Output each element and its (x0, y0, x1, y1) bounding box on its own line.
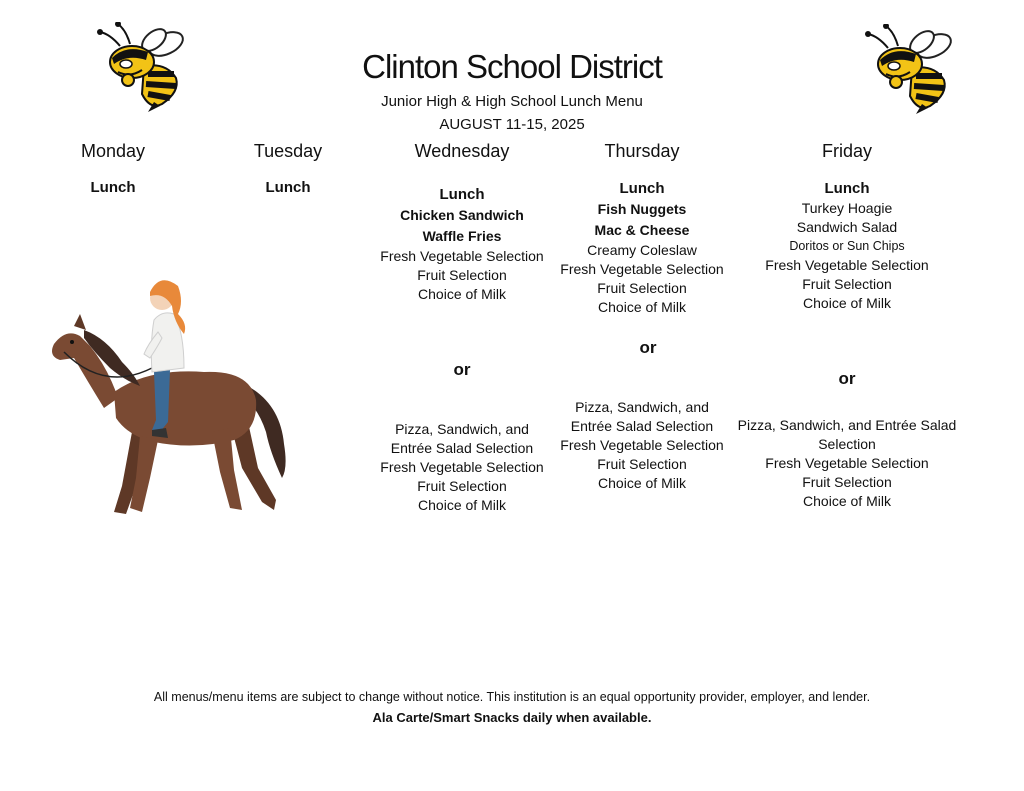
menu-item: Pizza, Sandwich, and Entrée Salad (737, 417, 957, 433)
menu-item: Turkey Hoagie (801, 200, 893, 216)
menu-item: Fresh Vegetable Selection (560, 437, 724, 453)
menu-item: Fresh Vegetable Selection (560, 261, 724, 277)
menu-item: Fruit Selection (597, 280, 687, 296)
thursday-menu (552, 179, 732, 317)
menu-item: Choice of Milk (598, 299, 686, 315)
menu-item: Creamy Coleslaw (587, 242, 697, 258)
day-header-wednesday: Wednesday (414, 141, 510, 161)
friday-alt-menu (727, 416, 967, 511)
menu-item: Selection (818, 436, 876, 452)
menu-item: Fresh Vegetable Selection (380, 459, 544, 475)
page-title: Clinton School District (362, 48, 662, 85)
day-header-monday: Monday (80, 141, 146, 161)
menu-item: Waffle Fries (422, 228, 502, 244)
menu-item: Sandwich Salad (796, 219, 898, 235)
menu-item: Choice of Milk (418, 497, 506, 513)
menu-item: Choice of Milk (598, 475, 686, 491)
menu-item: Choice of Milk (803, 493, 891, 509)
menu-item: Pizza, Sandwich, and (395, 421, 529, 437)
menu-item: Fruit Selection (802, 276, 892, 292)
footer-notice: All menus/menu items are subject to change without notice. This institution is an equal opportunity provider, employer, and lender. (153, 690, 871, 704)
wednesday-menu (372, 185, 552, 304)
day-header-friday: Friday (821, 141, 872, 161)
menu-item: Fruit Selection (417, 478, 507, 494)
day-header-tuesday: Tuesday (253, 141, 323, 161)
monday-lunch-label: Lunch (90, 179, 136, 196)
day-header-thursday: Thursday (604, 141, 680, 161)
menu-item: Choice of Milk (803, 295, 891, 311)
menu-item: Mac & Cheese (594, 222, 690, 238)
menu-dates: AUGUST 11-15, 2025 (439, 116, 585, 133)
bee-mascot-left-icon (96, 22, 192, 114)
menu-subtitle: Junior High & High School Lunch Menu (381, 93, 643, 110)
wednesday-lunch-label: Lunch (439, 186, 485, 203)
tuesday-lunch-label: Lunch (265, 179, 311, 196)
menu-item: Fresh Vegetable Selection (765, 257, 929, 273)
bee-mascot-right-icon (864, 24, 960, 116)
menu-item: Doritos or Sun Chips (789, 239, 905, 253)
menu-item: Fresh Vegetable Selection (765, 455, 929, 471)
menu-item: Fruit Selection (417, 267, 507, 283)
footer-snacks: Ala Carte/Smart Snacks daily when available. (372, 710, 652, 725)
menu-item: Pizza, Sandwich, and (575, 399, 709, 415)
menu-item: Entrée Salad Selection (390, 440, 534, 456)
menu-item: Chicken Sandwich (400, 207, 524, 223)
menu-item: Fish Nuggets (597, 201, 687, 217)
friday-menu (747, 179, 947, 313)
friday-or: or (838, 369, 856, 388)
wednesday-or: or (453, 360, 471, 379)
horse-rider-illustration (44, 272, 296, 524)
menu-item: Entrée Salad Selection (570, 418, 714, 434)
friday-lunch-label: Lunch (824, 180, 870, 197)
thursday-or: or (639, 338, 657, 357)
menu-item: Choice of Milk (418, 286, 506, 302)
thursday-alt-menu (552, 398, 732, 493)
wednesday-alt-menu (362, 420, 562, 515)
thursday-lunch-label: Lunch (619, 180, 665, 197)
menu-item: Fruit Selection (802, 474, 892, 490)
menu-item: Fruit Selection (597, 456, 687, 472)
menu-item: Fresh Vegetable Selection (380, 248, 544, 264)
